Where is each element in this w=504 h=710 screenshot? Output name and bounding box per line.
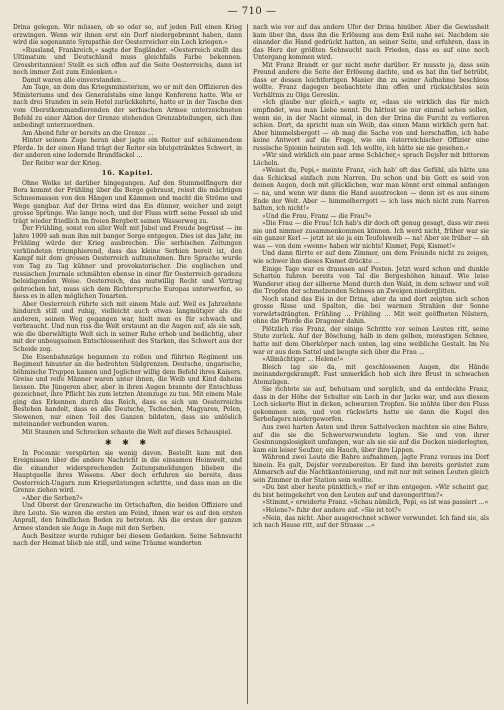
right-column [253,24,489,706]
paragraph: Und Oberst der Grenzwache im Ortschaften, die beiden Offiziere und ihre Leute. Sie waren die ersten am Feind, ihnen war es auf den ersten Anprall, den feindlichen Boden zu betreten. Als die ersten der ganzen Armee standen sie Auge in Auge mit den Serben. [13,502,242,532]
paragraph: Plötzlich riss Franz, der einige Schritte vor seinen Leuten ritt, seine Stute zurück. Auf der Böschung, halb in dem gelben, morastigen Schnee, hatte mit dem Oberkörper nach unten, lag eine weibliche Gestalt. Im Nu war er aus dem Sattel und beugte sich über die Frau ... [253,325,489,356]
paragraph: Die Eisenbahnzüge begannen zu rollen und führten Regiment um Regiment hinunter an die bedrohten Südgrenzen. Deutsche, ungarische, böhmische Truppen kamen und Jeglicher willig dem Befehl ihres Kaisers. Greise und reife Männer waren unter ihnen, die Weib und Kind daheim liessen. Die Jüngeren aber, aber in ihren Augen brannte der Entschluss gezeichnet, ihre Pflicht bis zum letzten Atemzuge zu tun. Mit einem Male ging das Erkennen durch das Reich, dass es sich um Oesterreichs Bestehen handelt, dass es alle Deutsche, Tschechen, Magyaren, Polen, Slowenen, nur einen Teil des Ganzen bildeten, dass sie unlöslich miteinander verbunden waren. [13,353,242,429]
paragraph: »Ich glaube nur gleich,« sagte er, »dass sie wirklich das für mich empfindet, was man Liebe nennt. Du hättest sie nur einmal sehen sollen, wenn sie, in der Nacht einmal, in den der Drina die Furcht zu verlieren schien. Dort, da spricht man ein Weib, das einen Mann wirklich gern hat. Aber himmelsbergott — ob mag die Sache von und herschaffen, ich habe keine Antwort auf die Frage, wie ein österreichischer Offizier eine russische Spionin heiraten soll. Ich wollte, ich hätte sie nie gesehen.« [253,99,489,152]
paragraph: Mit Franz Brandt er gar nicht mehr darüber. Er musste ja, dass sein Freund andere die Seite der Erlösung dachte, und es hat ihn tief betrübt, dass er dessen leichtfertigen Manier ihn zu seiner Aufnahme beschloss wollte. Franz dagegen beobachtete ihm offen und rücksichtslos sein Verhältnis zu Olga Gereslin. [253,61,489,99]
paragraph: Auch Besitzer wurde ruhiger bei diesem Gedanken. Seine Sehnsucht nach der Heimat blieb nie still, und seine Träume wanderten [13,532,242,548]
paragraph: »Weisst du, Pepi,« meinte Franz, »ich hab' oft das Gefühl, als hätte uns das Schicksal einfach zum Narren. Du schon und bis Gott es seid von deinen Augen, doch mit glücklichen, war man könnt erst einmal anfangen — na, und wenn wir dann die Hand ausstrecken — denn ist es aus einem Ende der Welt. Aber — himmelherrgott — ich lass mich nicht zum Narren halten, ich nicht!« [253,167,489,213]
paragraph: »Aber die Serben?« [22,494,83,502]
paragraph: Noch stand das Eis in der Drina, aber da und dort zeigten sich schon grosse Risse und Spalten, die bei warmen Strahlen der Sonne vorwärtsdrängten. Frühling ... Frühling ... Mit weit geöffneten Nüstern, ohne die Pferde die Dragoner dahin. [253,295,489,326]
paragraph: »Russland, Frankreich,« sagte der Engländer. »Oesterreich stellt das Ultimatum und Deutschland muss gleichfalls Farbe bekennen. Grossbritannien! Stellt es sich offen auf die Seite Oesterreichs, dann ist noch immer Zeit zum Einlenken.« [13,46,242,77]
paragraph: Bleich lag sie da, mit geschlossenen Augen, die Hände ineinandergekrampft. Fast unmerklich hob sich ihre Brust in schwachen Atemzügen. [253,363,489,386]
paragraph: Einige Tage war es draussen auf Posten. Jetzt ward schon und dunkle Schatten fuhren bereits von Tal die Bergeshöhen hinauf. Wie leise Wanderer stieg der silberne Mond durch den Wald, in dem schwer und voll die Tropfen der schmelzenden Schnees an Zweigen niederglitten. [253,265,489,296]
paragraph: Ohne Wolke ist darüber hingegangen. Auf den Stummelfingern der Bora kommt der Frühling über die Berge gebraust, reisst die mächtigen Schneemassen von den Hängen und Kämmen und macht die Ströme und Wege gangbar. Auf der Drina wird das Eis dünner, weicher und zeigt grosse Sprünge. Wie lange noch, und der Fluss wirft seine Fessel ab und trägt wieder friedlich im freien Bergbett seinen Wasserweg zu. [13,179,242,225]
paragraph: »Und die Frau, Franz — die Frau?« [262,212,372,220]
paragraph: Hinter seinem Zuge heran aber jagte ein Reiter auf schäumendem Pferde. In der einen Hand trägt der Reiter ein blutgetränktes Schwert, in der anderen eine lodernde Brandfackel ... [13,137,242,160]
paragraph: »Die Frau — die Frau! Ich hab's dir doch oft genug gesagt, dass wir zwei nie und nimmer zusammenkommen können. Ich werd nicht, früher war sie ein ganzer Kerl — jetzt ist sie ja ein Teufelsweib — na! Aber sie früher — ah was — von dem »wenn« haben wir nichts! Kismet, Pepi, Kismet!« [253,220,489,250]
paragraph: Während zwei Leute die Bahre aufnahmen, jagte Franz voraus ins Dorf hinein. Es galt, Dejsfer vorzubereiten. Er fand ihn bereits gerüstet zum Abmarsch auf die Nachtkantonierung, und mit nur mit seinen Leuten gleich sein Zimmer in der Station sein wollte. [253,454,489,484]
paragraph: Damit waren alle einverstanden... [22,76,127,84]
paragraph: »Helene?« fuhr der andere auf. »Sie ist tot?« [262,507,402,514]
paragraph: Und dann flirrte er auf dem Zimmer, um dem Freunde nicht zu zeigen, wie schwer ihm dieses Kismet drückte ... [253,250,489,265]
paragraph: Am Abend fuhr er bereits an die Grenze ... [22,129,154,137]
paragraph: »Allmächtiger ... Helene!« [262,356,344,364]
paragraph: Sie richtete sie auf, behutsam und sorglich, und da entdeckte Franz, dass in der Höhe der Schulter ein Loch in der Jacke war, und aus diesem Loch sickerte Blut in dicken, schwarzen Tropfen. Sie mühte über den Fluss gekommen sein, und von rückwärts hatte sie dann die Kugel des Serbofagers niedergeworfen. [253,386,489,424]
chapter-heading: 16. Kapitel. [101,169,154,178]
column-divider [247,24,248,704]
paragraph: Der Reiter war der Krieg. [22,159,102,167]
paragraph: »Wir sind wirklich ein paar arme Schächer,« sprach Dejsfer mit bitterem Lächeln. [253,152,489,167]
paragraph: Mit Staunen und Schrecken schaute die Welt auf dieses Schauspiel. [22,428,233,436]
paragraph: Am Tage, an dem das Kriegsministerium, wo er mit den Offizieren des Ministeriums und des Generalstabs eine lange Konferenz hatte. Wie er nach drei Stunden in sein Hotel zurückkehrte, hatte er in der Tasche den vom Oberstkommandierenden der serbischen Armee unterzeichneten Befehl zu einer Aktion der Grenze stehenden Grenzabteilungen, sich ihm unbedingt unterzuordnen. [13,84,242,130]
paragraph: nach wie vor auf das andere Ufer der Drina hinüber. Aber die Gewissheit kam über ihn, dass ihn die Erlösung aus dem Exil nahe sei. Nachdem sie einander die Hand gedrückt hatten, an seiner Seite, und erfuhren, dass in das Herz der größten Sehnsucht nach Frieden, dass es auf eine noch Untergang kommen wird. [253,24,489,62]
paragraph: »Du bist aber heute pünktlich,« rief er ihm entgegen. »Wir scheint gar, du bist heimgekehrt von den Leuten auf und davongeritten?« [253,484,489,499]
section-separator: ✱ ✱ ✱ [104,437,151,447]
paragraph: »Stimmt,« erwiderte Franz. »Schau nämlich, Pepi, es ist was passiert ...« [262,499,489,507]
paragraph: »Nein, das nicht. Aber ausgerechnet schwer verwundet. Ich fand sie, als ich nach Hause ritt, auf der Strasse ...« [253,514,489,530]
page-number: — 710 — [227,6,277,17]
paragraph: In Pocosnic verspürten sie wenig davon. Bestellt kam mit den Ereignissen über die andere Nachricht in die einsamen Heimwelt, und die einander widersprechenden Zeitungsmeldungen blieben die Hauptquelle ihres Wissens. Aber doch erfuhren sie bereits, dass Oesterreich-Ungarn zum Kriegsrüstungen schritte, und dass man an die Grenze ziehen wird. [13,449,242,495]
paragraph: Aus zwei harten Ästen und ihren Sattelvecken machten sie eine Bahre, auf die sie die Schwerverwundete legten. Sie und von ihrer Gesinnungslosigkeit umfangen, war als sie sie auf die Decken niederlegten, kam ein leiser Seufzer, ein Hauch, über ihre Lippen. [253,423,489,454]
left-column [13,24,242,706]
paragraph: Drina gelegen. Wir müssen, ob so oder so, auf jeden Fall einen Krieg erzwingen. Wenn wir ihnen erst ein Dorf niedergebrannt haben, dann wird die sogenannte Sympathie der Oesterreicher ein Loch kriegen.« [13,24,242,47]
paragraph: Aber Oesterreich rührte sich mit einem Male auf. Weil es Jahrzehnte hindurch still und ruhig, vielleicht auch etwas langmütiger als die anderen, seinen Weg gegangen war, hielt man es für schwach und verbraucht. Und nun riss die Welt erstaunt an die Augen auf, als sie sah, wie die überwältigte Welt sich in seiner Ruhe erhob und bedächtig, aber mit der unbeugsamen Entschlossenheit des Starken, das Schwert aus der Scheide zog. [13,300,242,353]
paragraph: Der Frühling, sonst von aller Welt mit Jubel und Freude begrüsst — im Jahre 1909 sah man ihm mit banger Sorge entgegen. Dies ist das Jahr, im Frühling würde der Krieg ausbrechen. Die serbischen Zeitungen verkündeten triumphierend, dass das kleine Serbien bereit ist, den Kampf mit dem grossen Oesterreich aufzunehmen. Ihre Sprache wurde von Tag zu Tag kühner und provokatorischer. Die englischen und russischen Journale schmähten ebenso in einer für Oesterreich geradezu beleidigenden Weise. Oesterreich, das mutwillig Recht und Vertrag gebrochen hat, muss sich dem Richterspruche Europas unterwerfen, so hiess es in allen möglichen Tonarten. [13,225,242,301]
